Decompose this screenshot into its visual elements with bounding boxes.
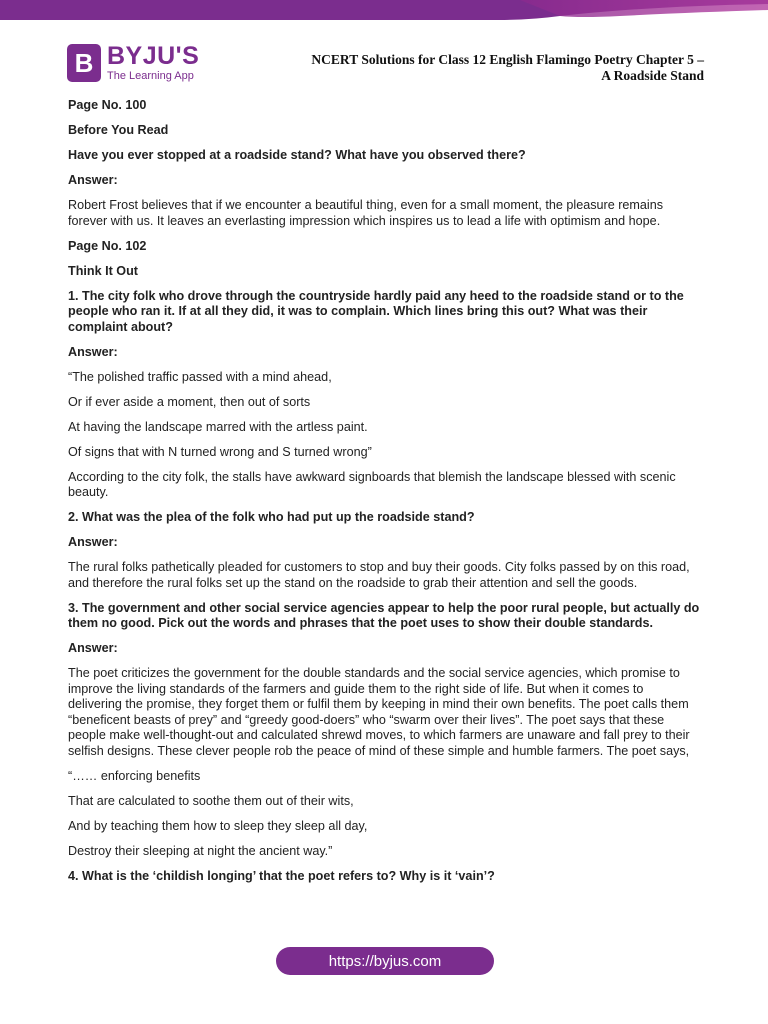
question: Have you ever stopped at a roadside stand? What have you observed there? <box>68 148 526 162</box>
answer-text: The poet criticizes the government for the double standards and the social service agencies, which promise to improve the living standards of the farmers and guide them to the right side of life. But when it comes to delivering the promise, they forget them or fulfil them by keeping in mind their own benefits. The poet calls them “beneficent beasts of prey” and “greedy good-doers” who “swarm over their lives”. The poet says that these people make well-thought-out and calculated shrewd moves, to which farmers are unaware and fall prey to their selfish designs. These clever people rob the peace of mind of these simple and humble farmers. The poet says, <box>68 666 690 758</box>
document-title <box>284 52 704 84</box>
section-heading: Before You Read <box>68 123 169 137</box>
poem-line: Or if ever aside a moment, then out of sorts <box>68 394 311 409</box>
section-heading: Think It Out <box>68 263 138 278</box>
byjus-logo <box>67 44 199 82</box>
document-body <box>68 98 700 894</box>
answer-text: The rural folks pathetically pleaded for customers to stop and buy their goods. City folks passed by on this road, and therefore the rural folks set up the stand on the roadside to grab their attention and sell the goods. <box>68 560 690 590</box>
logo-name: BYJU'S <box>107 42 200 70</box>
top-decorative-band <box>0 0 768 22</box>
logo-badge-icon: B <box>67 44 101 82</box>
answer-text: According to the city folk, the stalls have awkward signboards that blemish the landscape blessed with scenic beauty. <box>68 469 676 499</box>
title-line-1: NCERT Solutions for Class 12 English Flamingo Poetry Chapter 5 – <box>311 52 704 67</box>
answer-label: Answer: <box>68 641 118 655</box>
website-link[interactable]: https://byjus.com <box>276 947 494 975</box>
poem-line: That are calculated to soothe them out of their wits, <box>68 793 354 808</box>
question: 3. The government and other social service agencies appear to help the poor rural people, but actually do them no good. Pick out the words and phrases that the poet uses to show their double standards. <box>68 600 700 630</box>
question: 2. What was the plea of the folk who had put up the roadside stand? <box>68 510 475 524</box>
logo-tagline: The Learning App <box>107 70 194 82</box>
page-number-heading: Page No. 102 <box>68 238 147 253</box>
title-line-2: A Roadside Stand <box>601 68 704 83</box>
question: 1. The city folk who drove through the countryside hardly paid any heed to the roadside stand or to the people who ran it. If at all they did, it was to complain. Which lines bring this out? What was their complaint about? <box>68 288 684 334</box>
poem-line: Of signs that with N turned wrong and S turned wrong” <box>68 444 372 459</box>
answer-label: Answer: <box>68 173 118 187</box>
answer-label: Answer: <box>68 535 118 549</box>
answer-label: Answer: <box>68 344 118 359</box>
page-number-heading: Page No. 100 <box>68 98 147 112</box>
poem-line: And by teaching them how to sleep they sleep all day, <box>68 818 368 833</box>
poem-line: “The polished traffic passed with a mind ahead, <box>68 369 332 384</box>
poem-line: At having the landscape marred with the artless paint. <box>68 419 368 434</box>
answer-text: Robert Frost believes that if we encounter a beautiful thing, even for a small moment, the pleasure remains forever with us. It leaves an everlasting impression which inspires us to lead a life with optimism and hope. <box>68 198 664 228</box>
poem-line: Destroy their sleeping at night the ancient way.” <box>68 843 333 858</box>
question: 4. What is the ‘childish longing’ that the poet refers to? Why is it ‘vain’? <box>68 868 495 883</box>
poem-line: “…… enforcing benefits <box>68 768 201 783</box>
